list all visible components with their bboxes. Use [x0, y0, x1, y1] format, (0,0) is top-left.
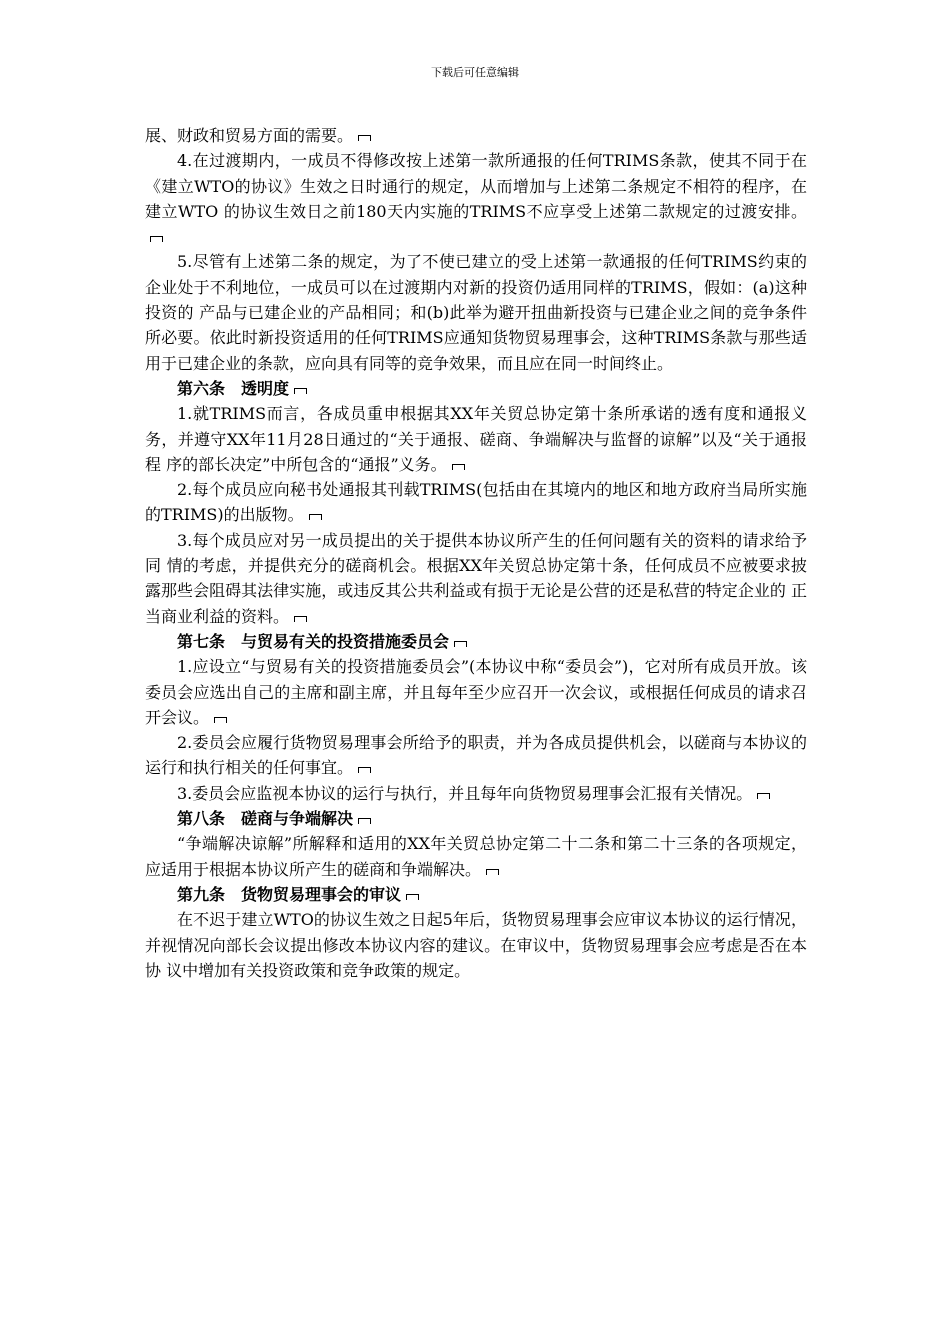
paragraph-text: 3.每个成员应对另一成员提出的关于提供本协议所产生的任何问题有关的资料的请求给予同 情的考虑，并提供充分的磋商机会。根据XX年关贸总协定第十条，任何成员不应被要求披 露那些会阻碍其法律实施，或违反其公共利益或有损于无论是公营的还是私营的特定企业的 正当商业利益的资料。 [145, 530, 807, 626]
section-heading [145, 376, 807, 401]
paragraph [145, 654, 807, 730]
paragraph-text: “争端解决谅解”所解释和适用的XX年关贸总协定第二十二条和第二十三条的各项规定，应适用于根据本协议所产生的磋商和争端解决。 [145, 834, 807, 879]
section-heading [145, 806, 807, 831]
paragraph [145, 123, 807, 148]
paragraph-mark-icon [358, 818, 371, 824]
paragraph-mark-icon [757, 793, 770, 799]
paragraph-text: 2.委员会应履行货物贸易理事会所给予的职责，并为各成员提供机会，以磋商与本协议的运行和执行相关的任何事宜。 [145, 733, 807, 778]
paragraph-mark-icon [294, 616, 307, 622]
paragraph-mark-icon [150, 236, 163, 242]
paragraph [145, 781, 807, 806]
page-header: 下载后可任意编辑 [431, 66, 519, 79]
paragraph [145, 477, 807, 528]
paragraph [145, 907, 807, 983]
paragraph [145, 401, 807, 477]
paragraph-mark-icon [454, 641, 467, 647]
paragraph-text: 2.每个成员应向秘书处通报其刊载TRIMS(包括由在其境内的地区和地方政府当局所实施的TRIMS)的出版物。 [145, 480, 807, 525]
paragraph [145, 730, 807, 781]
paragraph-text: 1.应设立“与贸易有关的投资措施委员会”(本协议中称“委员会”)，它对所有成员开放。该委员会应选出自己的主席和副主席，并且每年至少应召开一次会议，或根据任何成员的请求召开会议。 [145, 657, 807, 727]
paragraph-mark-icon [452, 464, 465, 470]
paragraph-text: 在不迟于建立WTO的协议生效之日起5年后，货物贸易理事会应审议本协议的运行情况，并视情况向部长会议提出修改本协议内容的建议。在审议中，货物贸易理事会应考虑是否在本协 议中增加有关投资政策和竞争政策的规定。 [145, 910, 807, 980]
paragraph-text: 3.委员会应监视本协议的运行与执行，并且每年向货物贸易理事会汇报有关情况。 [177, 783, 753, 803]
heading-text: 第九条 货物贸易理事会的审议 [177, 884, 402, 904]
paragraph-mark-icon [294, 388, 307, 394]
paragraph [145, 249, 807, 375]
paragraph [145, 528, 807, 629]
paragraph [145, 831, 807, 882]
heading-text: 第七条 与贸易有关的投资措施委员会 [177, 631, 450, 651]
section-heading [145, 629, 807, 654]
paragraph [145, 148, 807, 249]
section-heading [145, 882, 807, 907]
paragraph-mark-icon [358, 767, 371, 773]
paragraph-text: 展、财政和贸易方面的需要。 [145, 126, 354, 145]
paragraph-text: 5.尽管有上述第二条的规定，为了不使已建立的受上述第一款通报的任何TRIMS约束的企业处于不利地位，一成员可以在过渡期内对新的投资仍适用同样的TRIMS，假如：(a)这种投资的 产品与已建企业的产品相同；和(b)此举为避开扭曲新投资与已建企业之间的竞争条件所必要。依此时新投资适用的任何TRIMS应通知货物贸易理事会，这种TRIMS条款与那些适用于已建企业的条款，应向具有同等的竞争效果，而且应在同一时间终止。 [145, 252, 807, 373]
paragraph-mark-icon [309, 514, 322, 520]
heading-text: 第八条 磋商与争端解决 [177, 809, 354, 829]
document-body [145, 123, 807, 983]
heading-text: 第六条 透明度 [177, 378, 290, 398]
paragraph-mark-icon [406, 894, 419, 900]
paragraph-mark-icon [358, 135, 371, 141]
paragraph-text: 1.就TRIMS而言，各成员重申根据其XX年关贸总协定第十条所承诺的透有度和通报义务，并遵守XX年11月28日通过的“关于通报、磋商、争端解决与监督的谅解”以及“关于通报程 序的部长决定”中所包含的“通报”义务。 [145, 404, 807, 474]
paragraph-mark-icon [486, 869, 499, 875]
paragraph-text: 4.在过渡期内，一成员不得修改按上述第一款所通报的任何TRIMS条款，使其不同于在《建立WTO的协议》生效之日时通行的规定，从而增加与上述第二条规定不相符的程序，在建立WTO 的协议生效日之前180天内实施的TRIMS不应享受上述第二款规定的过渡安排。 [145, 151, 807, 221]
paragraph-mark-icon [214, 717, 227, 723]
